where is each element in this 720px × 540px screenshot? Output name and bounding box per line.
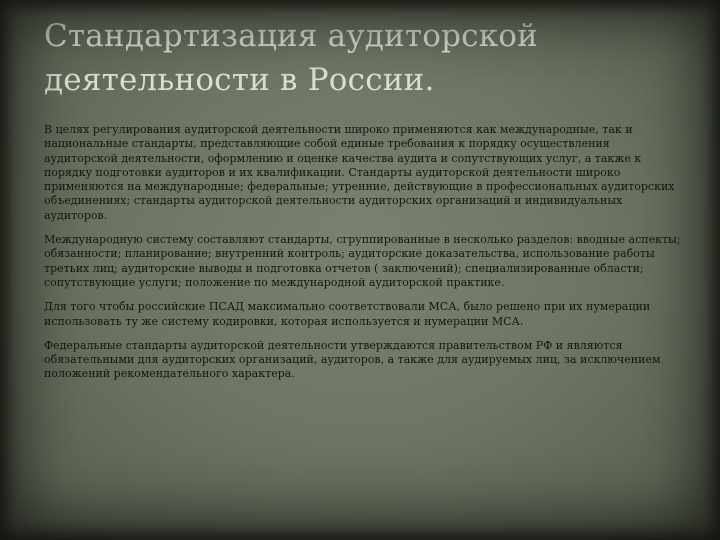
paragraph-psad-numbering: Для того чтобы российские ПСАД максимально соответствовали МСА, было решено при их нумерации использовать ту же систему кодировки, которая используется и нумерации МСА.: [44, 300, 651, 328]
paragraph-international-system: Международную систему составляют стандарты, сгруппированные в несколько разделов: вводные аспекты; обязанности; планирование; внутренний контроль; аудиторские доказательства, использование работы третьих лиц; аудиторские выводы и подготовка отчетов ( заключений); специализированные области; сопутствующие услуги; положение по международной аудиторской практике.: [44, 233, 681, 289]
slide-title: Стандартизация аудиторской деятельности в России.: [44, 18, 539, 98]
paragraph-federal-standards: Федеральные стандарты аудиторской деятельности утверждаются правительством РФ и являются обязательными для аудиторских организаций, аудиторов, а также для аудируемых лиц, за исключением положений рекомендательного характера.: [44, 338, 661, 381]
slide-body: [44, 123, 684, 392]
paragraph-intro: В целях регулирования аудиторской деятельности широко применяются как международные, так и национальные стандарты, представляющие собой единые требования к порядку осуществления аудиторской деятельности, оформлению и оценке качества аудита и сопутствующих услуг, а также к порядку подготовки аудиторов и их квалификации. Стандарты аудиторской деятельности широко применяются на международные; федеральные; утренние, действующие в профессиональных аудиторских объединениях; стандарты аудиторской деятельности аудиторских организаций и индивидуальных аудиторов.: [44, 123, 675, 222]
